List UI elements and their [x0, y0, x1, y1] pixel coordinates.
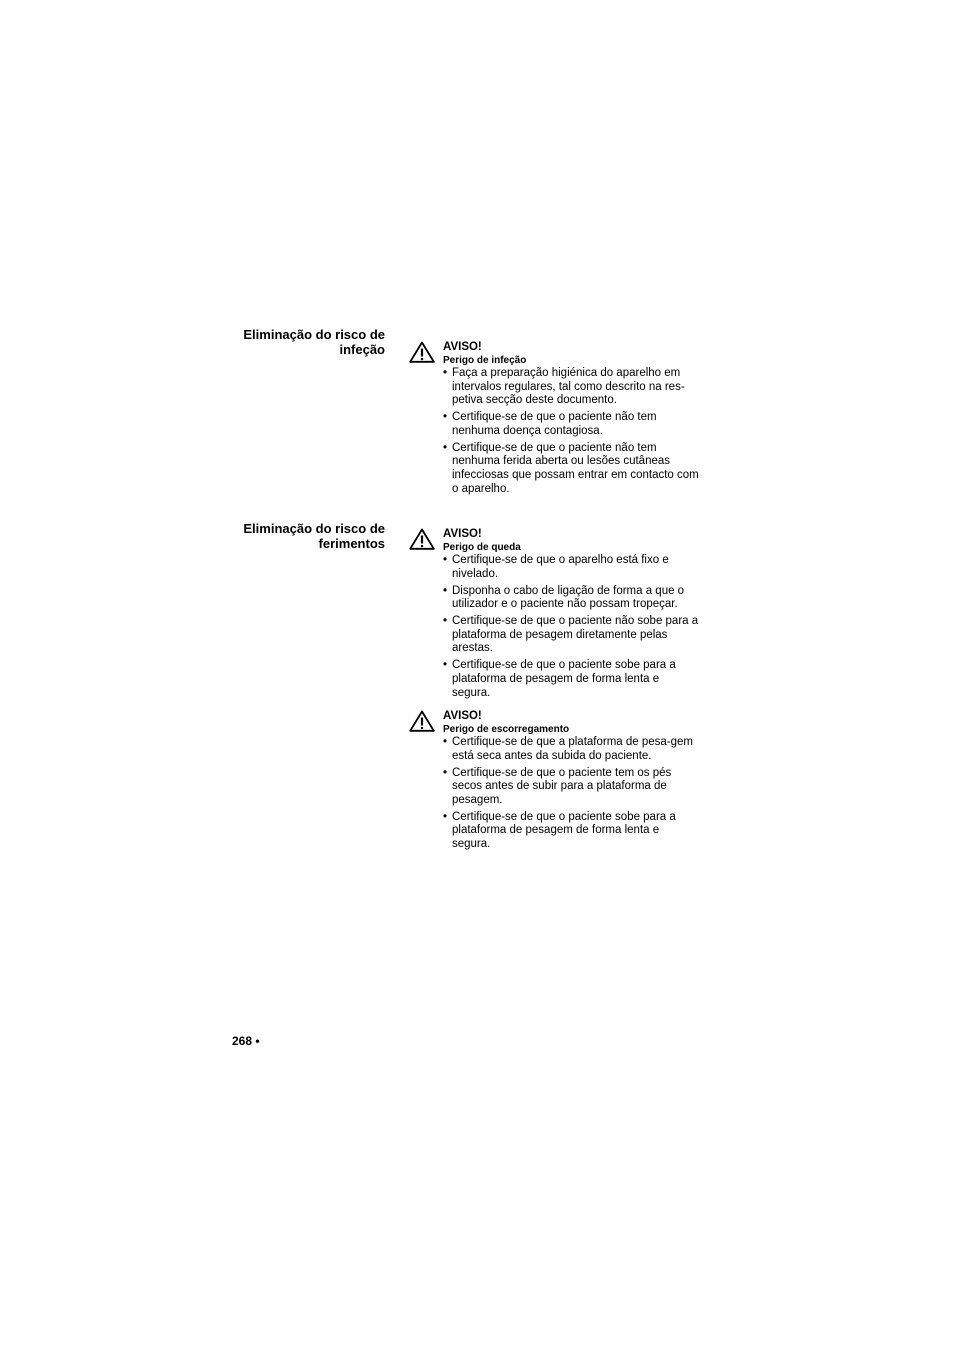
section-heading-infection	[200, 327, 385, 357]
warning-block-fall	[409, 528, 699, 704]
warning-triangle-icon	[409, 710, 435, 732]
warning-list	[443, 554, 699, 700]
list-item: • Certifique-se de que o paciente não tem nenhuma doença contagiosa.	[443, 411, 699, 438]
list-item: • Certifique-se de que o paciente sobe para a plataforma de pesagem de forma lenta e segura.	[443, 811, 699, 852]
warning-content	[443, 341, 699, 496]
list-item: • Certifique-se de que o paciente tem os pés secos antes de subir para a plataforma de pesagem.	[443, 767, 699, 808]
warning-content	[443, 528, 699, 700]
list-item: • Faça a preparação higiénica do aparelho em intervalos regulares, tal como descrito na res-petiva secção deste documento.	[443, 367, 699, 408]
page-number: 268 •	[232, 1034, 260, 1048]
section-heading-line: Eliminação do risco de	[243, 327, 385, 342]
warning-title: AVISO!	[443, 528, 482, 540]
warning-title: AVISO!	[443, 710, 482, 722]
warning-content	[443, 710, 699, 852]
section-heading-injury	[200, 521, 385, 551]
warning-subtitle: Perigo de escorregamento	[443, 724, 570, 735]
warning-block-infection	[409, 341, 699, 500]
section-heading-line: infeção	[339, 342, 385, 357]
warning-triangle-icon	[409, 528, 435, 550]
list-item: • Certifique-se de que o paciente não sobe para a plataforma de pesagem diretamente pelas arestas.	[443, 615, 699, 656]
section-heading-line: Eliminação do risco de	[243, 521, 385, 536]
list-item: • Disponha o cabo de ligação de forma a que o utilizador e o paciente não possam tropeçar.	[443, 585, 699, 612]
section-heading-line: ferimentos	[318, 536, 385, 551]
warning-subtitle: Perigo de queda	[443, 542, 521, 553]
list-item: • Certifique-se de que o paciente sobe para a plataforma de pesagem de forma lenta e segura.	[443, 659, 699, 700]
warning-title: AVISO!	[443, 341, 482, 353]
warning-list	[443, 367, 699, 496]
warning-list	[443, 736, 699, 852]
warning-subtitle: Perigo de infeção	[443, 355, 527, 366]
list-item: • Certifique-se de que a plataforma de pesa-gem está seca antes da subida do paciente.	[443, 736, 699, 763]
list-item: • Certifique-se de que o paciente não tem nenhuma ferida aberta ou lesões cutâneas infecciosas que possam entrar em contacto com o aparelho.	[443, 442, 699, 496]
warning-block-slip	[409, 710, 699, 855]
list-item: • Certifique-se de que o aparelho está fixo e nivelado.	[443, 554, 699, 581]
warning-triangle-icon	[409, 341, 435, 363]
